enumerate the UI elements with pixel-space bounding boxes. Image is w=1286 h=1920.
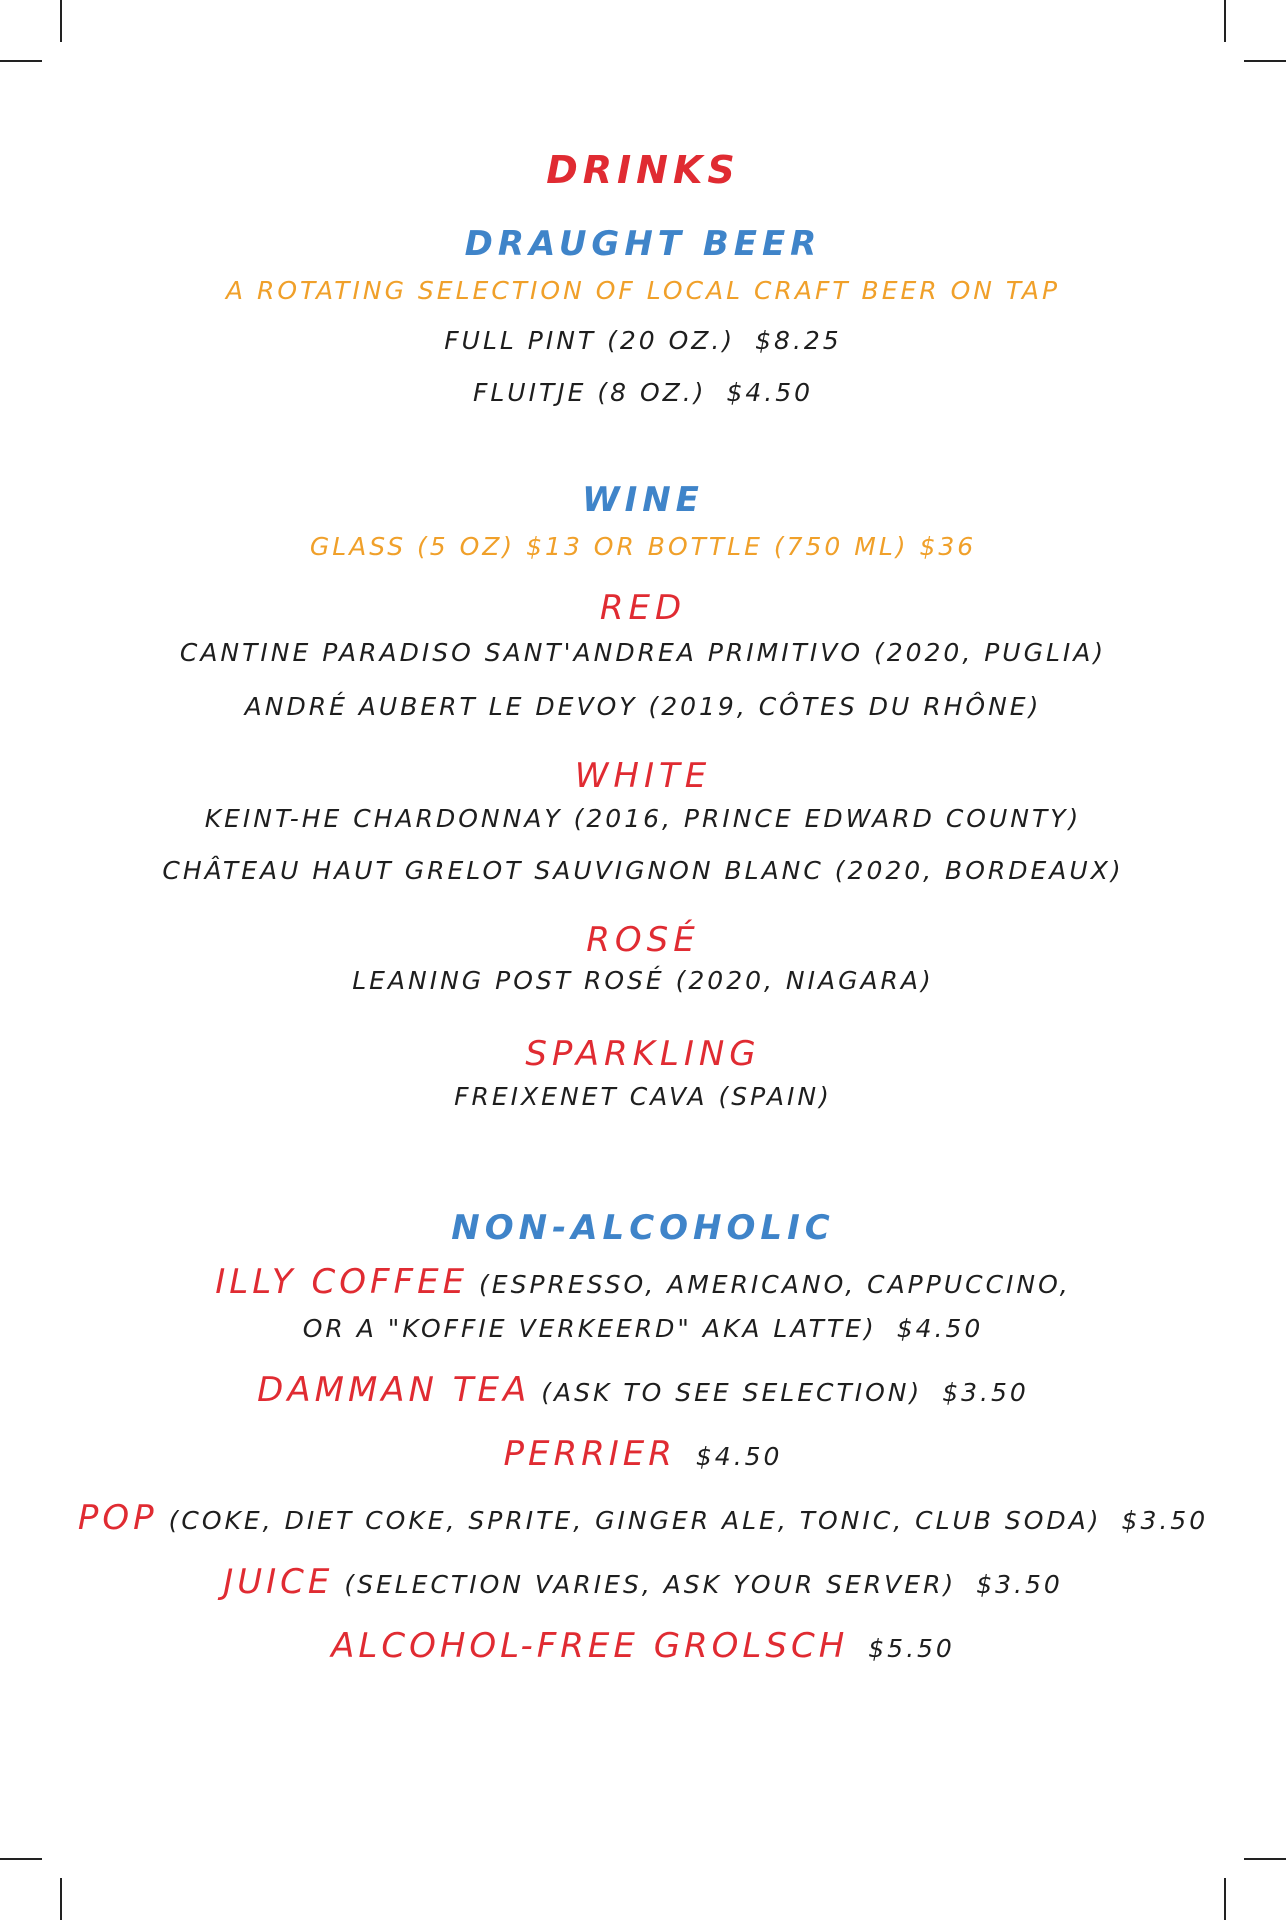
draught-item-fluitje <box>0 378 1286 407</box>
non-alcoholic-coffee <box>0 1262 1286 1302</box>
drink-price: $3.50 <box>942 1378 1029 1407</box>
drink-name: PERRIER <box>503 1434 676 1474</box>
draught-item-full-pint <box>0 326 1286 355</box>
non-alcoholic-coffee-line-2 <box>0 1314 1286 1343</box>
drink-price: $3.50 <box>976 1570 1063 1599</box>
wine-red-item: CANTINE PARADISO SANT'ANDREA PRIMITIVO (2020, PUGLIA) <box>179 638 1107 667</box>
crop-mark-bottom-left-horizontal <box>0 1858 42 1860</box>
non-alcoholic-grolsch <box>0 1626 1286 1666</box>
crop-mark-top-left-horizontal <box>0 60 42 62</box>
crop-mark-bottom-right-vertical <box>1224 1878 1226 1920</box>
wine-rose-heading: ROSÉ <box>586 920 700 960</box>
crop-mark-top-left-vertical <box>60 0 62 42</box>
item-price: $4.50 <box>726 378 814 407</box>
crop-mark-bottom-right-horizontal <box>1244 1858 1286 1860</box>
wine-white-item: KEINT-HE CHARDONNAY (2016, PRINCE EDWARD COUNTY) <box>204 804 1082 833</box>
wine-red-item: ANDRÉ AUBERT LE DEVOY (2019, CÔTES DU RHÔNE) <box>244 692 1042 721</box>
drink-detail: OR A "KOFFIE VERKEERD" AKA LATTE) <box>302 1314 877 1343</box>
drink-detail: (ESPRESSO, AMERICANO, CAPPUCCINO, <box>479 1270 1071 1299</box>
wine-sparkling-item: FREIXENET CAVA (SPAIN) <box>454 1082 832 1111</box>
draught-beer-subtitle: A ROTATING SELECTION OF LOCAL CRAFT BEER ON TAP <box>225 276 1061 305</box>
non-alcoholic-heading: NON-ALCOHOLIC <box>451 1208 835 1248</box>
drink-detail: (SELECTION VARIES, ASK YOUR SERVER) <box>344 1570 957 1599</box>
crop-mark-top-right-horizontal <box>1244 60 1286 62</box>
wine-rose-item: LEANING POST ROSÉ (2020, NIAGARA) <box>352 966 934 995</box>
non-alcoholic-tea <box>0 1370 1286 1410</box>
draught-beer-heading: DRAUGHT BEER <box>464 224 822 264</box>
drink-detail: (COKE, DIET COKE, SPRITE, GINGER ALE, TONIC, CLUB SODA) <box>168 1506 1102 1535</box>
non-alcoholic-perrier <box>0 1434 1286 1474</box>
drink-price: $4.50 <box>896 1314 984 1343</box>
drink-name: DAMMAN TEA <box>257 1370 531 1410</box>
page-title: DRINKS <box>546 148 740 192</box>
drink-price: $5.50 <box>868 1634 955 1663</box>
wine-heading: WINE <box>582 480 704 520</box>
wine-white-heading: WHITE <box>574 756 712 796</box>
crop-mark-top-right-vertical <box>1224 0 1226 42</box>
drink-name: POP <box>77 1498 158 1538</box>
wine-red-heading: RED <box>599 588 687 628</box>
drink-name: ILLY COFFEE <box>215 1262 469 1302</box>
drink-price: $3.50 <box>1121 1506 1209 1535</box>
drink-name: JUICE <box>223 1562 334 1602</box>
non-alcoholic-juice <box>0 1562 1286 1602</box>
drink-price: $4.50 <box>695 1442 783 1471</box>
item-label: FULL PINT (20 OZ.) <box>444 326 736 355</box>
wine-sparkling-heading: SPARKLING <box>525 1034 761 1074</box>
drink-detail: (ASK TO SEE SELECTION) <box>541 1378 923 1407</box>
item-label: FLUITJE (8 OZ.) <box>472 378 707 407</box>
non-alcoholic-pop <box>0 1498 1286 1538</box>
crop-mark-bottom-left-vertical <box>60 1878 62 1920</box>
wine-subtitle: GLASS (5 OZ) $13 OR BOTTLE (750 ML) $36 <box>309 532 977 561</box>
wine-white-item: CHÂTEAU HAUT GRELOT SAUVIGNON BLANC (2020, BORDEAUX) <box>162 856 1124 885</box>
drink-name: ALCOHOL-FREE GROLSCH <box>331 1626 849 1666</box>
item-price: $8.25 <box>755 326 842 355</box>
